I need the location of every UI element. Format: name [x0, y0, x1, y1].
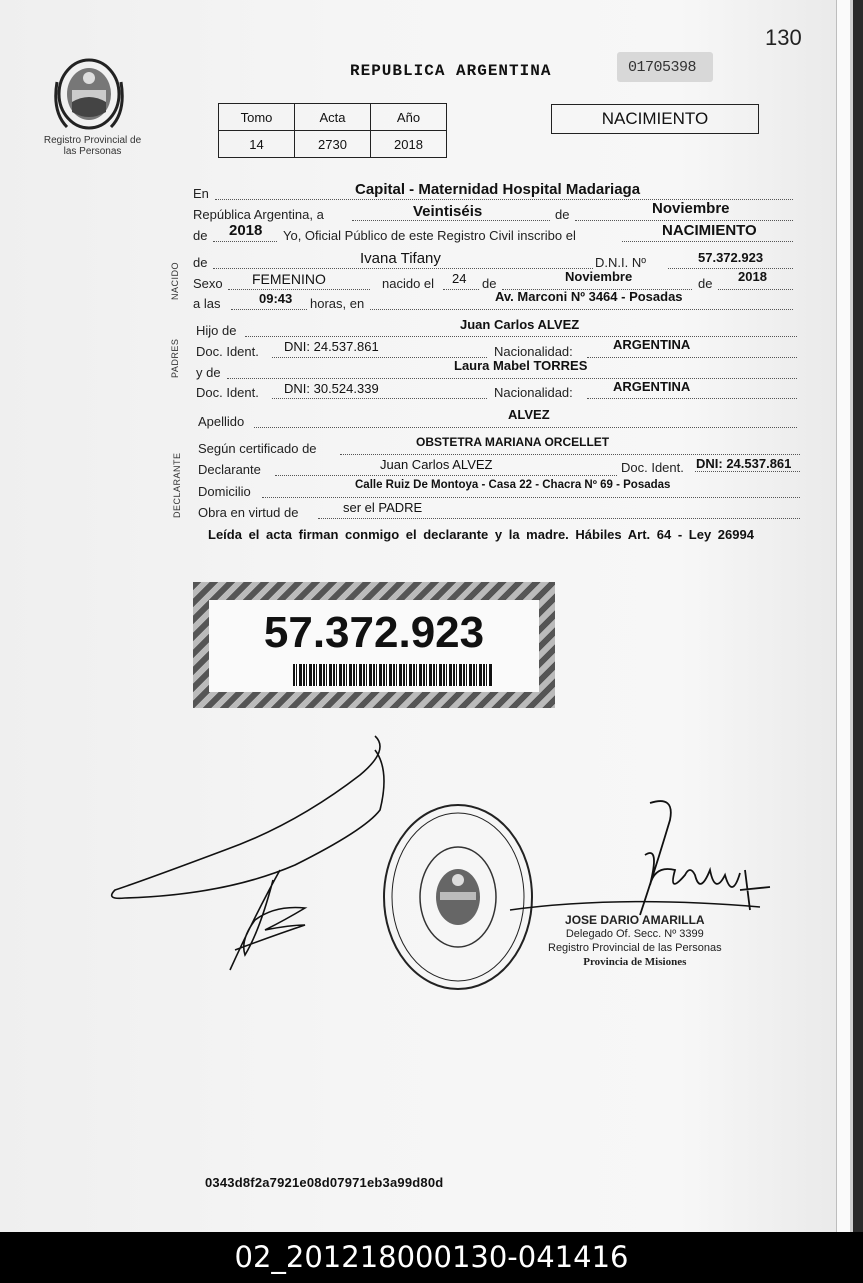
- section-label-padres: PADRES: [170, 338, 180, 378]
- label-dni: D.N.I. Nº: [595, 255, 646, 270]
- label-yo: Yo, Oficial Público de este Registro Civil inscribo el: [283, 228, 576, 243]
- label-obra: Obra en virtud de: [198, 505, 299, 520]
- value-declarante: Juan Carlos ALVEZ: [380, 457, 493, 472]
- value-nombre: Ivana Tifany: [360, 250, 441, 267]
- serial-number: 01705398: [628, 59, 697, 76]
- section-label-declarante: DECLARANTE: [172, 452, 182, 518]
- value-certificado: OBSTETRA MARIANA ORCELLET: [416, 435, 610, 449]
- label-nacido-el: nacido el: [382, 276, 435, 291]
- value-anio-nac: 2018: [738, 269, 767, 284]
- footer-code: 02_201218000130-041416: [0, 1232, 863, 1283]
- value-obra: ser el PADRE: [343, 500, 423, 515]
- document-hash: 0343d8f2a7921e08d07971eb3a99d80d: [205, 1175, 444, 1190]
- dni-number-card: [193, 582, 555, 708]
- value-padre-doc: DNI: 24.537.861: [284, 339, 379, 354]
- table-cell: 2730: [295, 131, 371, 158]
- acta-note: Leída el acta firman conmigo el declarante y la madre. Hábiles Art. 64 - Ley 26994: [208, 527, 754, 542]
- dni-card-number: 57.372.923: [263, 608, 485, 657]
- table-header: Tomo: [219, 104, 295, 131]
- label-de-2: de: [193, 228, 208, 243]
- label-hijo-de: Hijo de: [196, 323, 237, 338]
- table-header: Acta: [295, 104, 371, 131]
- label-de: de: [555, 207, 570, 222]
- declarante-signature: [105, 730, 395, 980]
- label-nacionalidad: Nacionalidad:: [494, 344, 573, 359]
- value-padre: Juan Carlos ALVEZ: [460, 317, 580, 332]
- value-padre-nac: ARGENTINA: [613, 337, 691, 352]
- officer-block: [548, 913, 722, 969]
- table-header: Año: [371, 104, 447, 131]
- value-hora: 09:43: [259, 291, 293, 306]
- section-label-nacido: NACIDO: [170, 261, 180, 300]
- label-doc-ident-3: Doc. Ident.: [621, 460, 684, 475]
- label-doc-ident-2: Doc. Ident.: [196, 385, 259, 400]
- tomo-acta-table: [218, 103, 447, 158]
- label-sexo: Sexo: [193, 276, 223, 291]
- label-domicilio: Domicilio: [198, 484, 251, 499]
- value-dia-nac: 24: [452, 271, 467, 286]
- page-number: 130: [765, 25, 802, 50]
- label-segun: Según certificado de: [198, 441, 317, 456]
- label-de-5: de: [698, 276, 713, 291]
- record-type-box: NACIMIENTO: [551, 104, 759, 134]
- officer-org: Registro Provincial de las Personas: [548, 942, 722, 954]
- value-declarante-doc: DNI: 24.537.861: [696, 456, 792, 471]
- republica-title: REPUBLICA ARGENTINA: [350, 62, 552, 80]
- value-dni: 57.372.923: [698, 250, 764, 265]
- value-anio: 2018: [229, 222, 263, 239]
- table-cell: 2018: [371, 131, 447, 158]
- value-tipo-inscripcion: NACIMIENTO: [662, 222, 757, 239]
- table-cell: 14: [219, 131, 295, 158]
- barcode-icon: [293, 664, 493, 686]
- dni-card-inner: [209, 600, 539, 692]
- value-madre: Laura Mabel TORRES: [454, 358, 588, 373]
- value-direccion-nac: Av. Marconi Nº 3464 - Posadas: [495, 289, 683, 304]
- label-horas-en: horas, en: [310, 296, 365, 311]
- value-sexo: FEMENINO: [252, 271, 326, 287]
- label-apellido: Apellido: [198, 414, 245, 429]
- value-dia-texto: Veintiséis: [413, 203, 483, 220]
- officer-province: Provincia de Misiones: [583, 956, 687, 968]
- value-mes-nac: Noviembre: [565, 269, 633, 284]
- label-en: En: [193, 186, 209, 201]
- label-de-3: de: [193, 255, 208, 270]
- label-y-de: y de: [196, 365, 221, 380]
- value-mes: Noviembre: [652, 200, 730, 217]
- officer-title: Delegado Of. Secc. Nº 3399: [565, 928, 704, 940]
- value-domicilio: Calle Ruiz De Montoya - Casa 22 - Chacra Nº 69 - Posadas: [355, 479, 671, 491]
- value-lugar: Capital - Maternidad Hospital Madariaga: [355, 181, 641, 198]
- value-madre-nac: ARGENTINA: [613, 379, 691, 394]
- provincial-seal-icon: [52, 52, 126, 134]
- label-declarante: Declarante: [198, 462, 261, 477]
- registro-label: Registro Provincial de las Personas: [43, 135, 142, 157]
- label-a-las: a las: [193, 296, 221, 311]
- page-edge: [836, 0, 850, 1232]
- label-republica-a: República Argentina, a: [193, 207, 324, 222]
- officer-name: JOSE DARIO AMARILLA: [565, 913, 705, 927]
- label-de-4: de: [482, 276, 497, 291]
- label-doc-ident: Doc. Ident.: [196, 344, 259, 359]
- label-nacionalidad-2: Nacionalidad:: [494, 385, 573, 400]
- value-madre-doc: DNI: 30.524.339: [284, 381, 379, 396]
- value-apellido: ALVEZ: [508, 407, 550, 422]
